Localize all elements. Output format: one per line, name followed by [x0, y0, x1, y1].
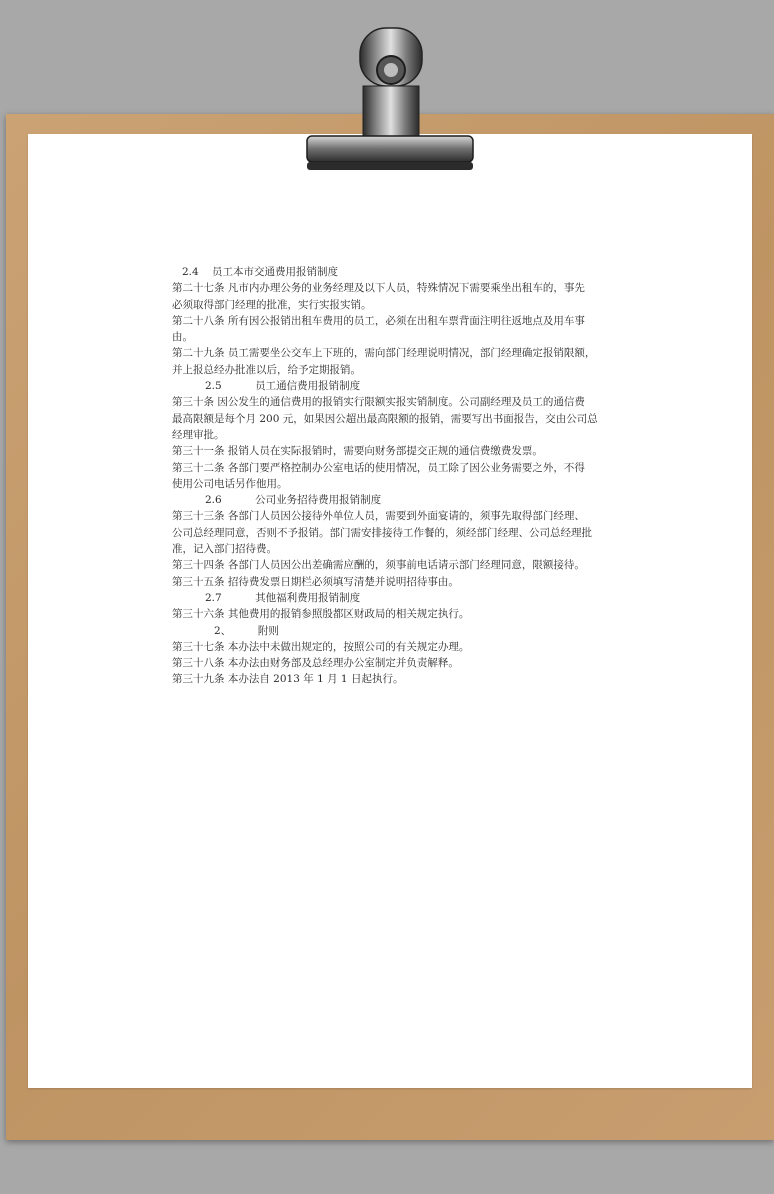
document-body	[172, 264, 612, 688]
text-line: 第三十六条 其他费用的报销参照殷都区财政局的相关规定执行。	[172, 608, 470, 621]
text-line: 并上报总经办批准以后，给予定期报销。	[172, 363, 361, 376]
text-line: 准，记入部门招待费。	[172, 543, 277, 556]
section-heading: 2.6 公司业务招待费用报销制度	[205, 494, 382, 507]
text-line: 最高限额是每个月 200 元，如果因公超出最高限额的报销，需要写出书面报告，交由公司总	[172, 412, 598, 425]
text-line: 第三十一条 报销人员在实际报销时，需要向财务部提交正规的通信费缴费发票。	[172, 445, 543, 458]
text-line: 第三十八条 本办法由财务部及总经理办公室制定并负责解释。	[172, 657, 459, 670]
text-line: 第二十八条 所有因公报销出租车费用的员工，必须在出租车票背面注明往返地点及用车事	[172, 314, 585, 327]
text-line: 第二十九条 员工需要坐公交车上下班的，需向部门经理说明情况，部门经理确定报销限额，	[172, 347, 596, 360]
section-heading: 2.7 其他福利费用报销制度	[205, 591, 361, 604]
text-line: 第三十三条 各部门人员因公接待外单位人员，需要到外面宴请的，须事先取得部门经理、	[172, 510, 585, 523]
section-heading: 2、 附则	[214, 624, 279, 637]
text-line: 第二十七条 凡市内办理公务的业务经理及以下人员，特殊情况下需要乘坐出租车的，事先	[172, 282, 585, 295]
section-heading: 2.4 员工本市交通费用报销制度	[182, 266, 339, 278]
text-line: 使用公司电话另作他用。	[172, 477, 288, 490]
text-line: 必须取得部门经理的批准，实行实报实销。	[172, 298, 372, 311]
text-line: 第三十七条 本办法中未做出规定的，按照公司的有关规定办理。	[172, 640, 470, 653]
text-line: 经理审批。	[172, 428, 225, 441]
binder-clip-icon	[305, 26, 475, 176]
text-line: 第三十九条 本办法自 2013 年 1 月 1 日起执行。	[172, 673, 404, 686]
text-line: 公司总经理同意，否则不予报销。部门需安排接待工作餐的，须经部门经理、公司总经理批	[172, 526, 592, 539]
text-line: 第三十二条 各部门要严格控制办公室电话的使用情况，员工除了因公业务需要之外，不得	[172, 461, 585, 474]
text-line: 第三十五条 招待费发票日期栏必须填写清楚并说明招待事由。	[172, 575, 459, 588]
text-line: 由。	[172, 331, 193, 344]
text-line: 第三十条 因公发生的通信费用的报销实行限额实报实销制度。公司副经理及员工的通信费	[172, 396, 585, 409]
section-heading: 2.5 员工通信费用报销制度	[205, 380, 361, 393]
text-line: 第三十四条 各部门人员因公出差确需应酬的，须事前电话请示部门经理同意，限额接待。	[172, 559, 585, 572]
